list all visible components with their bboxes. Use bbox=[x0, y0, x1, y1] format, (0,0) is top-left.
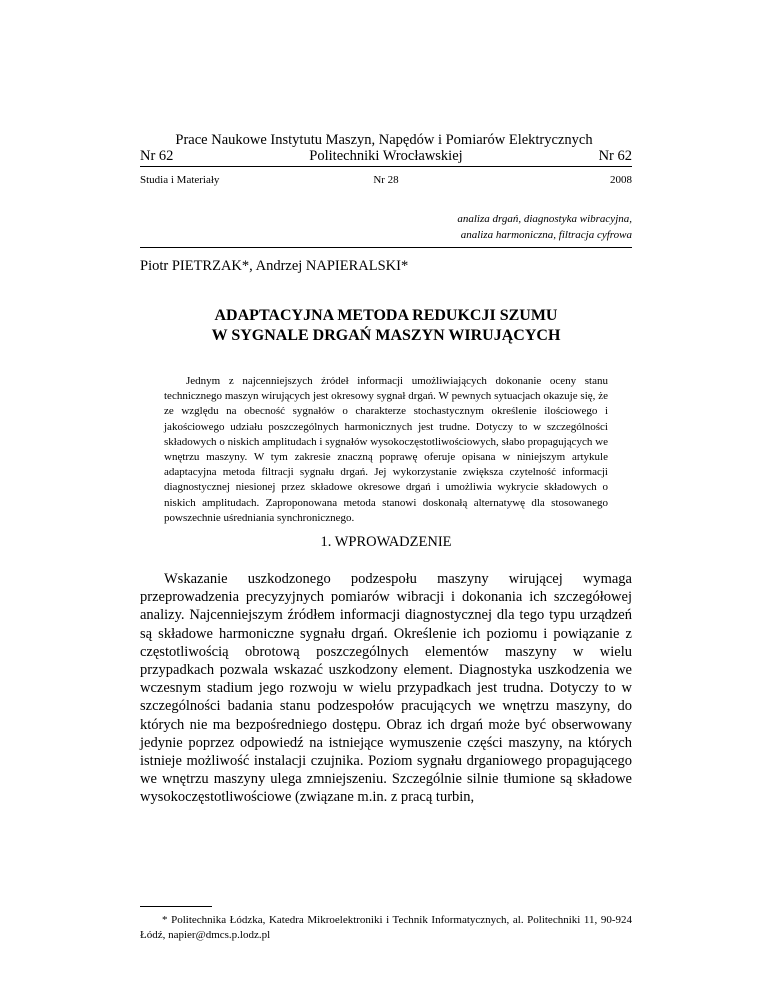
paper-title-line2: W SYGNALE DRGAŃ MASZYN WIRUJĄCYCH bbox=[211, 327, 561, 344]
paper-title bbox=[140, 306, 632, 346]
body-paragraph: Wskazanie uszkodzonego podzespołu maszyny wirującej wymaga przeprowadzenia precyzyjnych pomiarów wibracji i dokonania ich szczegółowej analizy. Najcenniejszym źródłem informacji diagnostycznej dla tego typu urządzeń są składowe harmoniczne sygnału drgań. Określenie ich poziomu i powiązanie z częstotliwością obrotową poszczególnych elementów maszyny w wielu przypadkach pozwala wskazać uszkodzony element. Diagnostyka uszkodzenia we wczesnym stadium jego rozwoju w wielu przypadkach jest trudna. Dotyczy to w szczególności badania stanu podzespołów pracujących we wnętrzu maszyny, do których nie ma bezpośredniego dostępu. Obraz ich drgań może być obserwowany jedynie poprzez odpowiedź na istniejące wymuszenie części maszyny, na których istnieje możliwość instalacji czujnika. Poziom sygnału drganiowego propagującego we wnętrzu maszyny ulega zmniejszeniu. Szczególnie silnie tłumione są składowe wysokoczęstotliwościowe (związane m.in. z pracą turbin, bbox=[140, 571, 632, 806]
keywords-line2: analiza harmoniczna, filtracja cyfrowa bbox=[460, 229, 632, 241]
keywords-line1: analiza drgań, diagnostyka wibracyjna, bbox=[457, 213, 632, 225]
journal-number-left: Nr 62 bbox=[140, 148, 174, 164]
abstract: Jednym z najcenniejszych źródeł informacji umożliwiających dokonanie oceny stanu technicznego maszyn wirujących jest okresowy sygnał drgań. W pewnych sytuacjach okazuje się, że ze względu na obecność sygnałów o charakterze stochastycznym określenie ilościowego i jakościowego udziału poszczególnych harmonicznych jest trudne. Dotyczy to w szczególności składowych o niskich amplitudach i sygnałów wysokoczęstotliwościowych, słabo propagujących we wnętrzu maszyny. W tym zakresie znaczną poprawę oferuje opisana w niniejszym artykule adaptacyjna metoda filtracji sygnału drgań. Jej wykorzystanie zwiększa czytelność informacji diagnostycznej niesionej przez składowe okresowe drgań i umożliwia wykrycie składowych o niskich amplitudach. Zaproponowana metoda stanowi doskonałą alternatywę dla stosowanego powszechnie uśredniania synchronicznego. bbox=[164, 375, 608, 524]
journal-number-right: Nr 62 bbox=[598, 148, 632, 164]
journal-header-row bbox=[140, 148, 632, 167]
footnote-rule bbox=[140, 906, 212, 907]
series-row bbox=[140, 174, 632, 188]
issue-number: Nr 28 bbox=[373, 174, 399, 186]
series-name: Studia i Materiały bbox=[140, 174, 220, 186]
journal-name-line1: Prace Naukowe Instytutu Maszyn, Napędów i Pomiarów Elektrycznych bbox=[175, 132, 593, 148]
section-heading: 1. WPROWADZENIE bbox=[320, 534, 452, 550]
publication-year: 2008 bbox=[610, 174, 632, 186]
journal-name-line2: Politechniki Wrocławskiej bbox=[309, 148, 463, 164]
paper-title-line1: ADAPTACYJNA METODA REDUKCJI SZUMU bbox=[214, 307, 558, 324]
authors: Piotr PIETRZAK*, Andrzej NAPIERALSKI* bbox=[140, 258, 409, 274]
keywords bbox=[140, 211, 632, 248]
footnote: * Politechnika Łódzka, Katedra Mikroelektroniki i Technik Informatycznych, al. Politechniki 11, 90-924 Łódź, napier@dmcs.p.lodz.pl bbox=[140, 914, 632, 941]
